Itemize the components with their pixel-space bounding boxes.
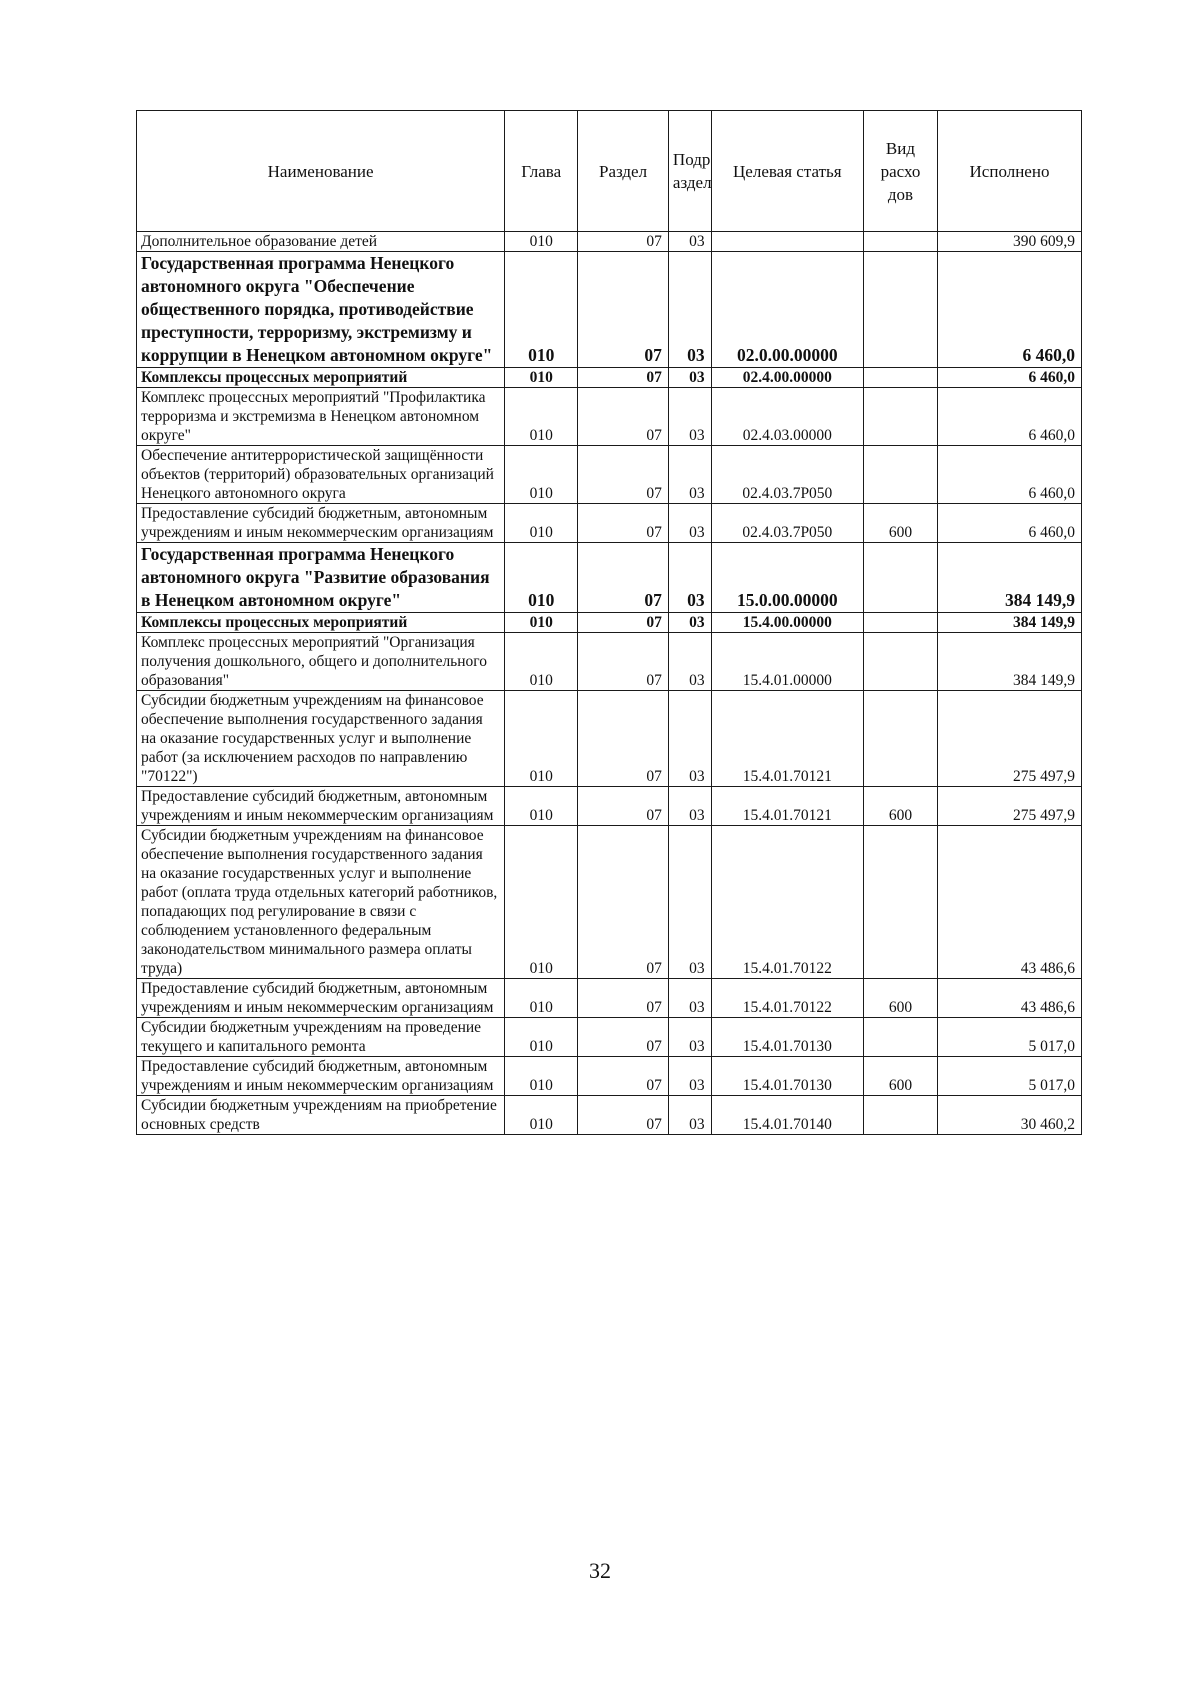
budget-table xyxy=(136,110,1082,1135)
cell-tselevaya: 02.0.00.00000 xyxy=(711,252,863,368)
table-header xyxy=(137,111,1082,232)
cell-podrazdel: 03 xyxy=(668,388,711,446)
cell-razdel: 07 xyxy=(578,252,669,368)
cell-podrazdel: 03 xyxy=(668,1096,711,1135)
cell-podrazdel: 03 xyxy=(668,1018,711,1057)
cell-vid: 600 xyxy=(863,504,937,543)
cell-name: Предоставление субсидий бюджетным, автономным учреждениям и иным некоммерческим организациям xyxy=(137,979,505,1018)
cell-tselevaya: 02.4.03.7Р050 xyxy=(711,504,863,543)
cell-podrazdel: 03 xyxy=(668,504,711,543)
cell-glava: 010 xyxy=(505,252,578,368)
cell-ispolneno: 384 149,9 xyxy=(938,543,1082,613)
cell-ispolneno: 6 460,0 xyxy=(938,252,1082,368)
page-number: 32 xyxy=(589,1558,611,1583)
cell-vid xyxy=(863,826,937,979)
header-row xyxy=(137,111,1082,232)
cell-ispolneno: 384 149,9 xyxy=(938,633,1082,691)
cell-razdel: 07 xyxy=(578,1057,669,1096)
cell-name: Дополнительное образование детей xyxy=(137,232,505,252)
cell-podrazdel: 03 xyxy=(668,446,711,504)
cell-ispolneno: 30 460,2 xyxy=(938,1096,1082,1135)
cell-razdel: 07 xyxy=(578,504,669,543)
cell-name: Субсидии бюджетным учреждениям на финансовое обеспечение выполнения государственного задания на оказание государственных услуг и выполнение работ (оплата труда отдельных категорий работников, попадающих под регулирование в связи с соблюдением установленного федеральным законодательством минимального размера оплаты труда) xyxy=(137,826,505,979)
cell-podrazdel: 03 xyxy=(668,633,711,691)
cell-podrazdel: 03 xyxy=(668,613,711,633)
cell-ispolneno: 6 460,0 xyxy=(938,388,1082,446)
cell-razdel: 07 xyxy=(578,826,669,979)
cell-glava: 010 xyxy=(505,633,578,691)
cell-tselevaya: 15.4.01.70121 xyxy=(711,787,863,826)
cell-tselevaya: 15.4.01.70121 xyxy=(711,691,863,787)
cell-glava: 010 xyxy=(505,979,578,1018)
table-row xyxy=(137,691,1082,787)
header-name: Наименование xyxy=(137,111,505,232)
cell-glava: 010 xyxy=(505,1018,578,1057)
cell-tselevaya xyxy=(711,232,863,252)
cell-ispolneno: 5 017,0 xyxy=(938,1057,1082,1096)
cell-razdel: 07 xyxy=(578,543,669,613)
cell-name: Государственная программа Ненецкого автономного округа "Развитие образования в Ненецком автономном округе" xyxy=(137,543,505,613)
table-row xyxy=(137,368,1082,388)
table-row xyxy=(137,787,1082,826)
cell-vid: 600 xyxy=(863,787,937,826)
cell-podrazdel: 03 xyxy=(668,826,711,979)
table-row xyxy=(137,826,1082,979)
cell-tselevaya: 02.4.03.7Р050 xyxy=(711,446,863,504)
cell-vid xyxy=(863,1018,937,1057)
cell-name: Обеспечение антитеррористической защищённости объектов (территорий) образовательных организаций Ненецкого автономного округа xyxy=(137,446,505,504)
cell-vid: 600 xyxy=(863,1057,937,1096)
table-row xyxy=(137,232,1082,252)
cell-glava: 010 xyxy=(505,446,578,504)
cell-glava: 010 xyxy=(505,388,578,446)
cell-podrazdel: 03 xyxy=(668,232,711,252)
cell-ispolneno: 43 486,6 xyxy=(938,979,1082,1018)
cell-ispolneno: 275 497,9 xyxy=(938,691,1082,787)
table-row xyxy=(137,1096,1082,1135)
cell-tselevaya: 15.4.00.00000 xyxy=(711,613,863,633)
cell-razdel: 07 xyxy=(578,1096,669,1135)
cell-vid xyxy=(863,613,937,633)
cell-ispolneno: 6 460,0 xyxy=(938,446,1082,504)
table-row xyxy=(137,252,1082,368)
table-row xyxy=(137,613,1082,633)
cell-glava: 010 xyxy=(505,543,578,613)
cell-ispolneno: 275 497,9 xyxy=(938,787,1082,826)
cell-glava: 010 xyxy=(505,1096,578,1135)
cell-ispolneno: 390 609,9 xyxy=(938,232,1082,252)
cell-tselevaya: 02.4.00.00000 xyxy=(711,368,863,388)
table-row xyxy=(137,979,1082,1018)
header-ispolneno: Исполнено xyxy=(938,111,1082,232)
cell-vid xyxy=(863,232,937,252)
cell-vid xyxy=(863,543,937,613)
cell-glava: 010 xyxy=(505,368,578,388)
table-row xyxy=(137,633,1082,691)
cell-tselevaya: 15.4.01.70122 xyxy=(711,979,863,1018)
cell-razdel: 07 xyxy=(578,388,669,446)
cell-glava: 010 xyxy=(505,691,578,787)
cell-vid xyxy=(863,633,937,691)
cell-name: Государственная программа Ненецкого автономного округа "Обеспечение общественного порядка, противодействие преступности, терроризму, экстремизму и коррупции в Ненецком автономном округе" xyxy=(137,252,505,368)
cell-ispolneno: 384 149,9 xyxy=(938,613,1082,633)
table-body xyxy=(137,232,1082,1135)
header-razdel: Раздел xyxy=(578,111,669,232)
table-row xyxy=(137,446,1082,504)
table-row xyxy=(137,388,1082,446)
cell-tselevaya: 02.4.03.00000 xyxy=(711,388,863,446)
cell-glava: 010 xyxy=(505,826,578,979)
cell-vid xyxy=(863,446,937,504)
cell-name: Субсидии бюджетным учреждениям на финансовое обеспечение выполнения государственного задания на оказание государственных услуг и выполнение работ (за исключением расходов по направлению "70122") xyxy=(137,691,505,787)
cell-name: Комплекс процессных мероприятий "Организация получения дошкольного, общего и дополнительного образования" xyxy=(137,633,505,691)
cell-podrazdel: 03 xyxy=(668,543,711,613)
cell-ispolneno: 6 460,0 xyxy=(938,368,1082,388)
cell-glava: 010 xyxy=(505,1057,578,1096)
header-podrazdel: Подр аздел xyxy=(668,111,711,232)
header-tselevaya: Целевая статья xyxy=(711,111,863,232)
cell-razdel: 07 xyxy=(578,787,669,826)
cell-vid xyxy=(863,368,937,388)
cell-razdel: 07 xyxy=(578,691,669,787)
table-row xyxy=(137,1018,1082,1057)
cell-name: Предоставление субсидий бюджетным, автономным учреждениям и иным некоммерческим организациям xyxy=(137,1057,505,1096)
cell-podrazdel: 03 xyxy=(668,979,711,1018)
cell-tselevaya: 15.4.01.70122 xyxy=(711,826,863,979)
cell-vid xyxy=(863,691,937,787)
header-glava: Глава xyxy=(505,111,578,232)
cell-podrazdel: 03 xyxy=(668,787,711,826)
cell-vid xyxy=(863,1096,937,1135)
cell-name: Комплексы процессных мероприятий xyxy=(137,368,505,388)
cell-name: Субсидии бюджетным учреждениям на проведение текущего и капитального ремонта xyxy=(137,1018,505,1057)
header-vid: Вид расхо дов xyxy=(863,111,937,232)
cell-name: Субсидии бюджетным учреждениям на приобретение основных средств xyxy=(137,1096,505,1135)
cell-tselevaya: 15.4.01.00000 xyxy=(711,633,863,691)
table-row xyxy=(137,543,1082,613)
cell-vid: 600 xyxy=(863,979,937,1018)
cell-tselevaya: 15.4.01.70140 xyxy=(711,1096,863,1135)
table-row xyxy=(137,504,1082,543)
cell-razdel: 07 xyxy=(578,1018,669,1057)
cell-name: Предоставление субсидий бюджетным, автономным учреждениям и иным некоммерческим организациям xyxy=(137,787,505,826)
cell-razdel: 07 xyxy=(578,613,669,633)
cell-tselevaya: 15.4.01.70130 xyxy=(711,1057,863,1096)
cell-ispolneno: 5 017,0 xyxy=(938,1018,1082,1057)
cell-razdel: 07 xyxy=(578,446,669,504)
cell-name: Комплекс процессных мероприятий "Профилактика терроризма и экстремизма в Ненецком автономном округе" xyxy=(137,388,505,446)
cell-podrazdel: 03 xyxy=(668,368,711,388)
table-row xyxy=(137,1057,1082,1096)
cell-glava: 010 xyxy=(505,504,578,543)
cell-razdel: 07 xyxy=(578,979,669,1018)
cell-glava: 010 xyxy=(505,787,578,826)
cell-podrazdel: 03 xyxy=(668,1057,711,1096)
cell-glava: 010 xyxy=(505,613,578,633)
cell-name: Предоставление субсидий бюджетным, автономным учреждениям и иным некоммерческим организациям xyxy=(137,504,505,543)
cell-glava: 010 xyxy=(505,232,578,252)
cell-tselevaya: 15.0.00.00000 xyxy=(711,543,863,613)
cell-razdel: 07 xyxy=(578,368,669,388)
cell-name: Комплексы процессных мероприятий xyxy=(137,613,505,633)
cell-ispolneno: 43 486,6 xyxy=(938,826,1082,979)
cell-podrazdel: 03 xyxy=(668,691,711,787)
cell-podrazdel: 03 xyxy=(668,252,711,368)
cell-vid xyxy=(863,252,937,368)
cell-tselevaya: 15.4.01.70130 xyxy=(711,1018,863,1057)
cell-ispolneno: 6 460,0 xyxy=(938,504,1082,543)
cell-razdel: 07 xyxy=(578,232,669,252)
cell-vid xyxy=(863,388,937,446)
cell-razdel: 07 xyxy=(578,633,669,691)
